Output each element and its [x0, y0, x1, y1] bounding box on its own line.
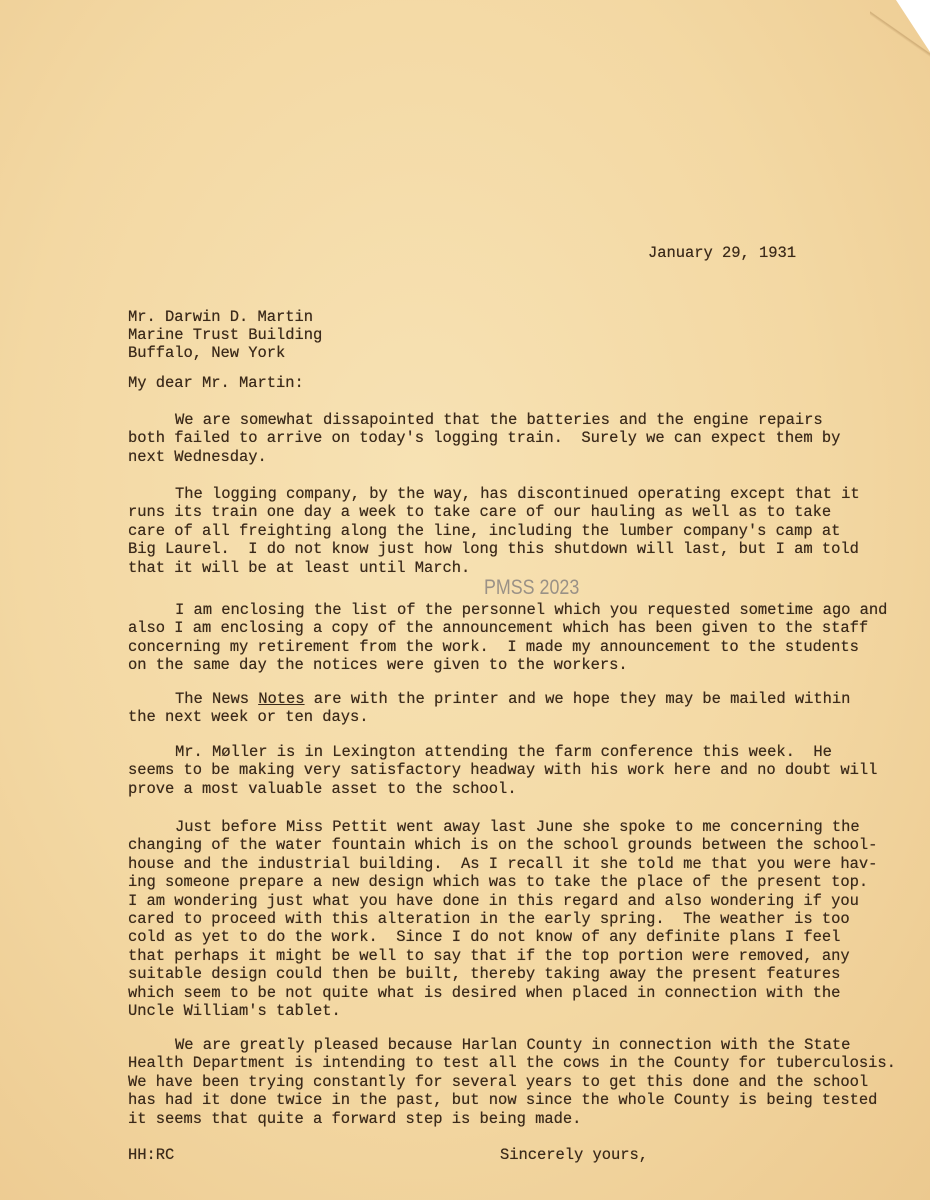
letter-date: January 29, 1931 — [648, 244, 797, 262]
paragraph-6-line: changing of the water fountain which is on the school grounds between the school- — [128, 836, 878, 855]
paragraph-7-line: Health Department is intending to test all the cows in the County for tuberculosis. — [128, 1054, 896, 1073]
address-line: Buffalo, New York — [128, 344, 286, 362]
paragraph-5-line: seems to be making very satisfactory headway with his work here and no doubt will — [128, 761, 878, 780]
paragraph-1-line: both failed to arrive on today's logging train. Surely we can expect them by — [128, 429, 841, 448]
paragraph-2-line: care of all freighting along the line, including the lumber company's camp at — [128, 521, 841, 540]
paragraph-7-line: We have been trying constantly for several years to get this done and the school — [128, 1072, 869, 1091]
paragraph-7-line: has had it done twice in the past, but now since the whole County is being tested — [128, 1091, 878, 1110]
paragraph-6-line: suitable design could then be built, thereby taking away the present features — [128, 965, 841, 984]
paragraph-5-line: Mr. Møller is in Lexington attending the farm conference this week. He — [175, 743, 832, 761]
paragraph-2-line: The logging company, by the way, has discontinued operating except that it — [175, 485, 860, 503]
paragraph-4-line: The News Notes are with the printer and we hope they may be mailed within — [175, 690, 851, 708]
address-line: Marine Trust Building — [128, 326, 323, 344]
paragraph-2-line: that it will be at least until March. — [128, 558, 471, 577]
paragraph-2-line: Big Laurel. I do not know just how long this shutdown will last, but I am told — [128, 540, 859, 559]
paragraph-4-line: the next week or ten days. — [128, 708, 369, 727]
paragraph-6-line: house and the industrial building. As I recall it she told me that you were hav- — [128, 854, 878, 873]
paragraph-6-line: ing someone prepare a new design which was to take the place of the present top. — [128, 873, 869, 892]
paragraph-1-line: We are somewhat dissapointed that the batteries and the engine repairs — [175, 411, 823, 429]
paragraph-6-line: Uncle William's tablet. — [128, 1002, 341, 1020]
paragraph-3-line: concerning my retirement from the work. I made my announcement to the students — [128, 637, 859, 656]
salutation: My dear Mr. Martin: — [128, 374, 304, 392]
paragraph-6-line: which seem to be not quite what is desired when placed in connection with the — [128, 983, 841, 1002]
paragraph-3-line: I am enclosing the list of the personnel which you requested sometime ago and — [175, 601, 888, 619]
paragraph-6-line: that perhaps it might be well to say that if the top portion were removed, any — [128, 946, 850, 965]
paragraph-7-line: it seems that quite a forward step is being made. — [128, 1109, 582, 1128]
paragraph-7-line: We are greatly pleased because Harlan County in connection with the State — [175, 1036, 851, 1054]
paragraph-6-line: Just before Miss Pettit went away last June she spoke to me concerning the — [175, 818, 860, 836]
torn-corner — [896, 0, 930, 52]
paragraph-1-line: next Wednesday. — [128, 447, 267, 466]
paragraph-3-line: also I am enclosing a copy of the announcement which has been given to the staff — [128, 619, 869, 638]
address-line: Mr. Darwin D. Martin — [128, 308, 314, 326]
paragraph-6-line: I am wondering just what you have done in this regard and also wondering if you — [128, 891, 859, 910]
paragraph-6-line: cold as yet to do the work. Since I do not know of any definite plans I feel — [128, 928, 841, 947]
paragraph-2-line: runs its train one day a week to take care of our hauling as well as to take — [128, 503, 832, 522]
paragraph-6-line: cared to proceed with this alteration in the early spring. The weather is too — [128, 910, 850, 928]
watermark: PMSS 2023 — [484, 576, 580, 599]
closing: Sincerely yours, — [500, 1146, 649, 1164]
typist-initials: HH:RC — [128, 1146, 175, 1164]
underlined-word: Notes — [258, 690, 305, 708]
paragraph-3-line: on the same day the notices were given to the workers. — [128, 656, 628, 675]
paragraph-5-line: prove a most valuable asset to the school. — [128, 779, 517, 798]
